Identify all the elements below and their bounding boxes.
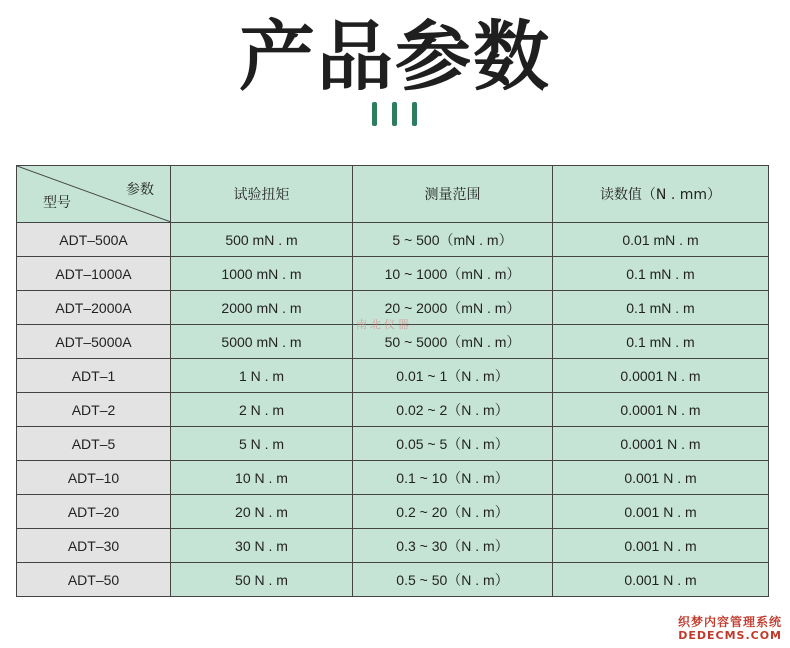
model-cell: ADT–2 [17,393,171,427]
torque-cell: 2000 mN . m [171,291,353,325]
torque-cell: 30 N . m [171,529,353,563]
table-header-row [17,166,769,223]
table-row [17,257,769,291]
reading-cell: 0.0001 N . m [553,393,769,427]
reading-cell: 0.1 mN . m [553,325,769,359]
model-cell: ADT–10 [17,461,171,495]
footer-logo-domain: DEDECMS.COM [678,629,782,642]
product-spec-table [16,165,769,597]
table-row [17,393,769,427]
torque-cell: 2 N . m [171,393,353,427]
model-cell: ADT–5 [17,427,171,461]
table-row [17,359,769,393]
range-cell: 10 ~ 1000（mN . m） [353,257,553,291]
table-row [17,529,769,563]
torque-cell: 20 N . m [171,495,353,529]
range-cell: 0.02 ~ 2（N . m） [353,393,553,427]
corner-label-params: 参数 [126,182,154,198]
torque-cell: 500 mN . m [171,223,353,257]
range-cell: 0.01 ~ 1（N . m） [353,359,553,393]
range-cell: 0.2 ~ 20（N . m） [353,495,553,529]
model-cell: ADT–1 [17,359,171,393]
reading-cell: 0.1 mN . m [553,257,769,291]
header-measure-range: 测量范围 [353,166,553,223]
divider-bar [412,102,417,126]
table-row [17,461,769,495]
range-cell: 50 ~ 5000（mN . m） [353,325,553,359]
model-cell: ADT–50 [17,563,171,597]
reading-cell: 0.001 N . m [553,495,769,529]
header-test-torque: 试验扭矩 [171,166,353,223]
watermark: 南北仪器 [356,318,412,331]
page-title: 产品参数 [239,12,551,101]
table-row [17,427,769,461]
model-cell: ADT–30 [17,529,171,563]
range-cell: 0.5 ~ 50（N . m） [353,563,553,597]
divider-bar [392,102,397,126]
range-cell: 0.1 ~ 10（N . m） [353,461,553,495]
torque-cell: 10 N . m [171,461,353,495]
footer-logo[interactable] [678,615,782,642]
reading-cell: 0.0001 N . m [553,427,769,461]
model-cell: ADT–2000A [17,291,171,325]
model-cell: ADT–500A [17,223,171,257]
model-cell: ADT–5000A [17,325,171,359]
corner-label-model: 型号 [43,195,71,211]
title-divider-bars [372,102,420,126]
range-cell: 0.3 ~ 30（N . m） [353,529,553,563]
reading-cell: 0.1 mN . m [553,291,769,325]
model-cell: ADT–20 [17,495,171,529]
footer-logo-text: 织梦内容管理系统 [677,615,782,629]
table-row [17,495,769,529]
corner-header-cell [17,166,171,223]
range-cell: 20 ~ 2000（mN . m） [353,291,553,325]
torque-cell: 5 N . m [171,427,353,461]
header-reading-value: 读数值（N . mm） [553,166,769,223]
torque-cell: 1000 mN . m [171,257,353,291]
torque-cell: 5000 mN . m [171,325,353,359]
reading-cell: 0.001 N . m [553,563,769,597]
reading-cell: 0.001 N . m [553,529,769,563]
torque-cell: 1 N . m [171,359,353,393]
reading-cell: 0.01 mN . m [553,223,769,257]
torque-cell: 50 N . m [171,563,353,597]
range-cell: 0.05 ~ 5（N . m） [353,427,553,461]
model-cell: ADT–1000A [17,257,171,291]
table-row [17,223,769,257]
table-row [17,563,769,597]
range-cell: 5 ~ 500（mN . m） [353,223,553,257]
reading-cell: 0.0001 N . m [553,359,769,393]
reading-cell: 0.001 N . m [553,461,769,495]
divider-bar [372,102,377,126]
